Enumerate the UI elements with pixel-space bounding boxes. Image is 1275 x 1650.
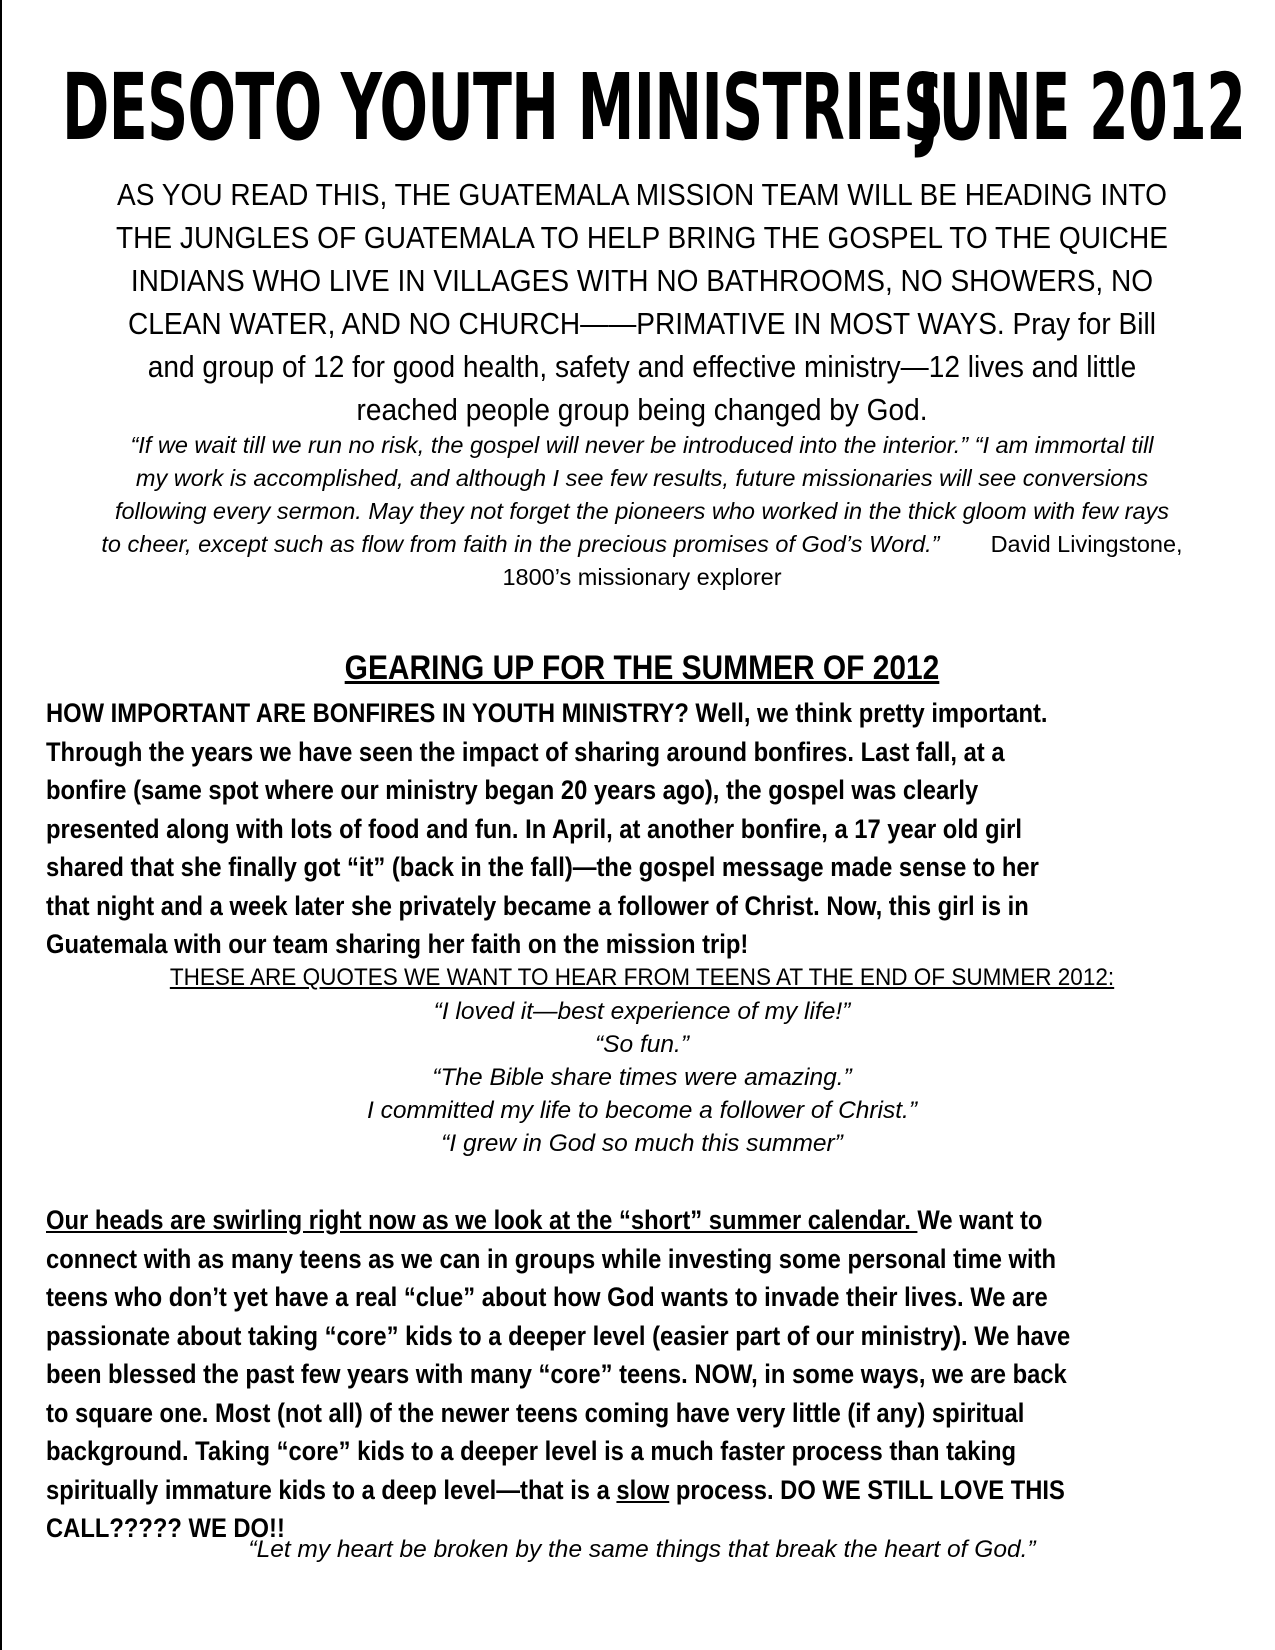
quote-attribution-detail: 1800’s missionary explorer (502, 564, 782, 590)
teen-quotes-list (42, 995, 1242, 1160)
paragraph-line: HOW IMPORTANT ARE BONFIRES IN YOUTH MINISTRY? Well, we think pretty important. (46, 698, 1048, 728)
teen-quote: “So fun.” (595, 1031, 689, 1058)
masthead (62, 48, 1246, 168)
quote-line: “If we wait till we run no risk, the gospel will never be introduced into the interior.” “I am immortal till (130, 432, 1154, 458)
paragraph-text: process. DO WE STILL LOVE THIS (669, 1474, 1065, 1505)
paragraph-line: Guatemala with our team sharing her faith on the mission trip! (46, 929, 749, 959)
quote-attribution: David Livingstone, (990, 531, 1183, 557)
newsletter-title: DESOTO YOUTH MINISTRIES (62, 54, 944, 161)
paragraph-text: spiritually immature kids to a deep level—that is a (46, 1474, 617, 1505)
paragraph-line (46, 1201, 1102, 1240)
paragraph-line: that night and a week later she privately became a follower of Christ. Now, this girl is in (46, 890, 1029, 921)
teen-quote: “The Bible share times were amazing.” (432, 1064, 852, 1091)
quote-text: to cheer, except such as flow from faith in the precious promises of God’s Word.” (101, 531, 940, 557)
paragraph-line (46, 1471, 1102, 1510)
paragraph-line: Through the years we have seen the impact of sharing around bonfires. Last fall, at a (46, 736, 1005, 767)
paragraph-line: been blessed the past few years with many “core” teens. NOW, in some ways, we are back (46, 1359, 1067, 1389)
teen-quote: “I loved it—best experience of my life!” (433, 998, 851, 1025)
underlined-text: Our heads are swirling right now as we look at the “short” summer calendar. (46, 1205, 918, 1235)
intro-line: and group of 12 for good health, safety and effective ministry—12 lives and little (147, 350, 1137, 384)
quote-line: my work is accomplished, and although I see few results, future missionaries will see conversions (135, 465, 1149, 491)
paragraph-line: presented along with lots of food and fun. In April, at another bonfire, a 17 year old girl (46, 813, 1023, 844)
paragraph-text: We want to (917, 1205, 1043, 1235)
paragraph-line: to square one. Most (not all) of the newer teens coming have very little (if any) spiritual (46, 1397, 1025, 1428)
quote-line: following every sermon. May they not forget the pioneers who worked in the thick gloom with few rays (114, 498, 1170, 524)
intro-line: INDIANS WHO LIVE IN VILLAGES WITH NO BATHROOMS, NO SHOWERS, NO (130, 264, 1154, 298)
paragraph-line: CALL????? WE DO!! (46, 1513, 285, 1543)
intro-line: reached people group being changed by God. (356, 393, 928, 427)
intro-line: THE JUNGLES OF GUATEMALA TO HELP BRING THE GOSPEL TO THE QUICHE (116, 221, 1168, 255)
livingstone-quote (42, 429, 1242, 594)
paragraph-line: passionate about taking “core” kids to a deeper level (easier part of our ministry). We have (46, 1320, 1071, 1351)
intro-line: CLEAN WATER, AND NO CHURCH——PRIMATIVE IN MOST WAYS. Pray for Bill (128, 307, 1156, 341)
section-heading: GEARING UP FOR THE SUMMER OF 2012 (344, 649, 940, 687)
newsletter-date: JUNE 2012 (918, 54, 1246, 161)
paragraph-line: shared that she finally got “it” (back in the fall)—the gospel message made sense to her (46, 852, 1039, 882)
intro-line: AS YOU READ THIS, THE GUATEMALA MISSION TEAM WILL BE HEADING INTO (117, 178, 1167, 212)
underlined-text: slow (616, 1474, 670, 1505)
teen-quotes-heading: THESE ARE QUOTES WE WANT TO HEAR FROM TEENS AT THE END OF SUMMER 2012: (169, 964, 1115, 991)
intro-announcement (90, 174, 1194, 432)
teen-quote: I committed my life to become a follower of Christ.” (366, 1097, 918, 1124)
summer-calendar-paragraph (46, 1201, 1102, 1548)
closing-quote: “Let my heart be broken by the same things that break the heart of God.” (248, 1536, 1036, 1563)
quote-line (42, 528, 1242, 561)
paragraph-line: teens who don’t yet have a real “clue” about how God wants to invade their lives. We are (46, 1282, 1048, 1312)
paragraph-line: background. Taking “core” kids to a deeper level is a much faster process than taking (46, 1436, 1017, 1466)
paragraph-line: connect with as many teens as we can in groups while investing some personal time with (46, 1243, 1057, 1274)
bonfire-paragraph (46, 694, 1102, 964)
teen-quote: “I grew in God so much this summer” (441, 1130, 843, 1157)
paragraph-line: bonfire (same spot where our ministry began 20 years ago), the gospel was clearly (46, 775, 979, 805)
